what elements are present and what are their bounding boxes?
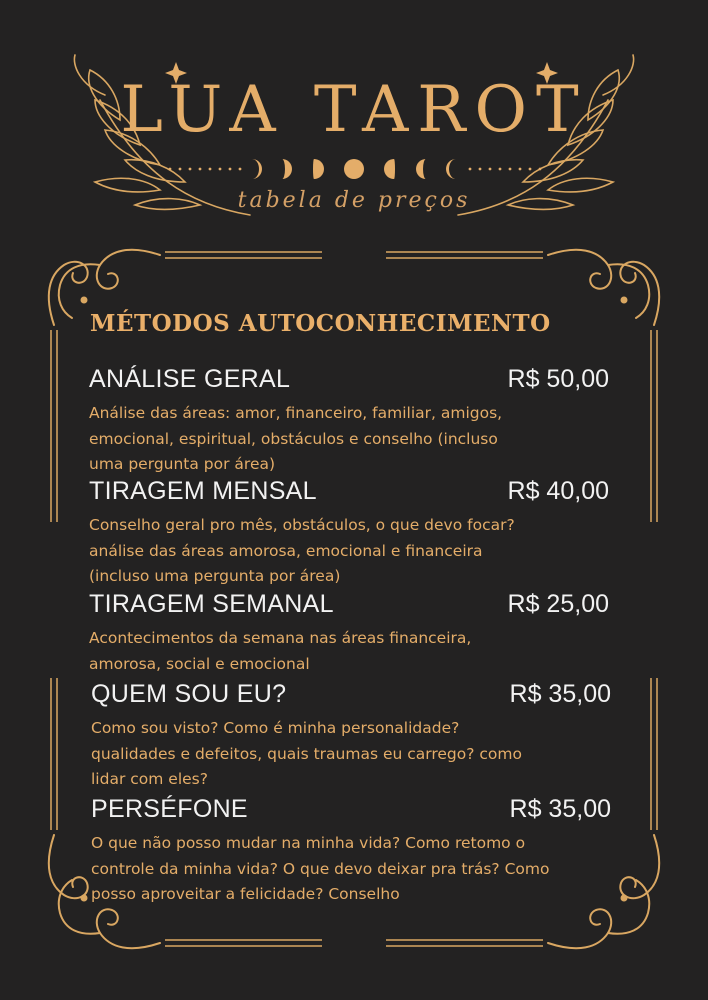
service-description: Como sou visto? Como é minha personalidade? qualidades e defeitos, quais traumas eu carrego? como lidar com eles? bbox=[91, 719, 522, 788]
section-title: MÉTODOS AUTOCONHECIMENTO bbox=[90, 310, 551, 337]
brand-title: LUA TAROT bbox=[120, 73, 588, 147]
service-description: Acontecimentos da semana nas áreas financeira, amorosa, social e emocional bbox=[89, 629, 472, 673]
service-price: R$ 35,00 bbox=[509, 680, 611, 708]
service-name: TIRAGEM MENSAL bbox=[89, 477, 317, 505]
service-name: ANÁLISE GERAL bbox=[89, 365, 291, 393]
service-name: PERSÉFONE bbox=[91, 795, 248, 823]
corner-scroll-icon bbox=[548, 250, 659, 325]
service-name: TIRAGEM SEMANAL bbox=[89, 590, 334, 618]
moon-phases-icon bbox=[169, 159, 542, 179]
subtitle: tabela de preços bbox=[237, 188, 471, 213]
service-description: O que não posso mudar na minha vida? Como retomo o controle da minha vida? O que devo deixar pra trás? Como posso aproveitar a felicidade? Conselho bbox=[91, 834, 550, 903]
service-name: QUEM SOU EU? bbox=[91, 680, 287, 708]
service-description: Conselho geral pro mês, obstáculos, o que devo focar? análise das áreas amorosa, emocional e financeira (incluso uma pergunta por área) bbox=[89, 516, 515, 585]
corner-scroll-icon bbox=[548, 835, 659, 948]
service-price: R$ 40,00 bbox=[507, 477, 609, 505]
service-description: Análise das áreas: amor, financeiro, familiar, amigos, emocional, espiritual, obstáculos e conselho (incluso uma pergunta por área) bbox=[89, 404, 503, 473]
service-price: R$ 25,00 bbox=[507, 590, 609, 618]
service-price: R$ 50,00 bbox=[507, 365, 609, 393]
service-price: R$ 35,00 bbox=[509, 795, 611, 823]
